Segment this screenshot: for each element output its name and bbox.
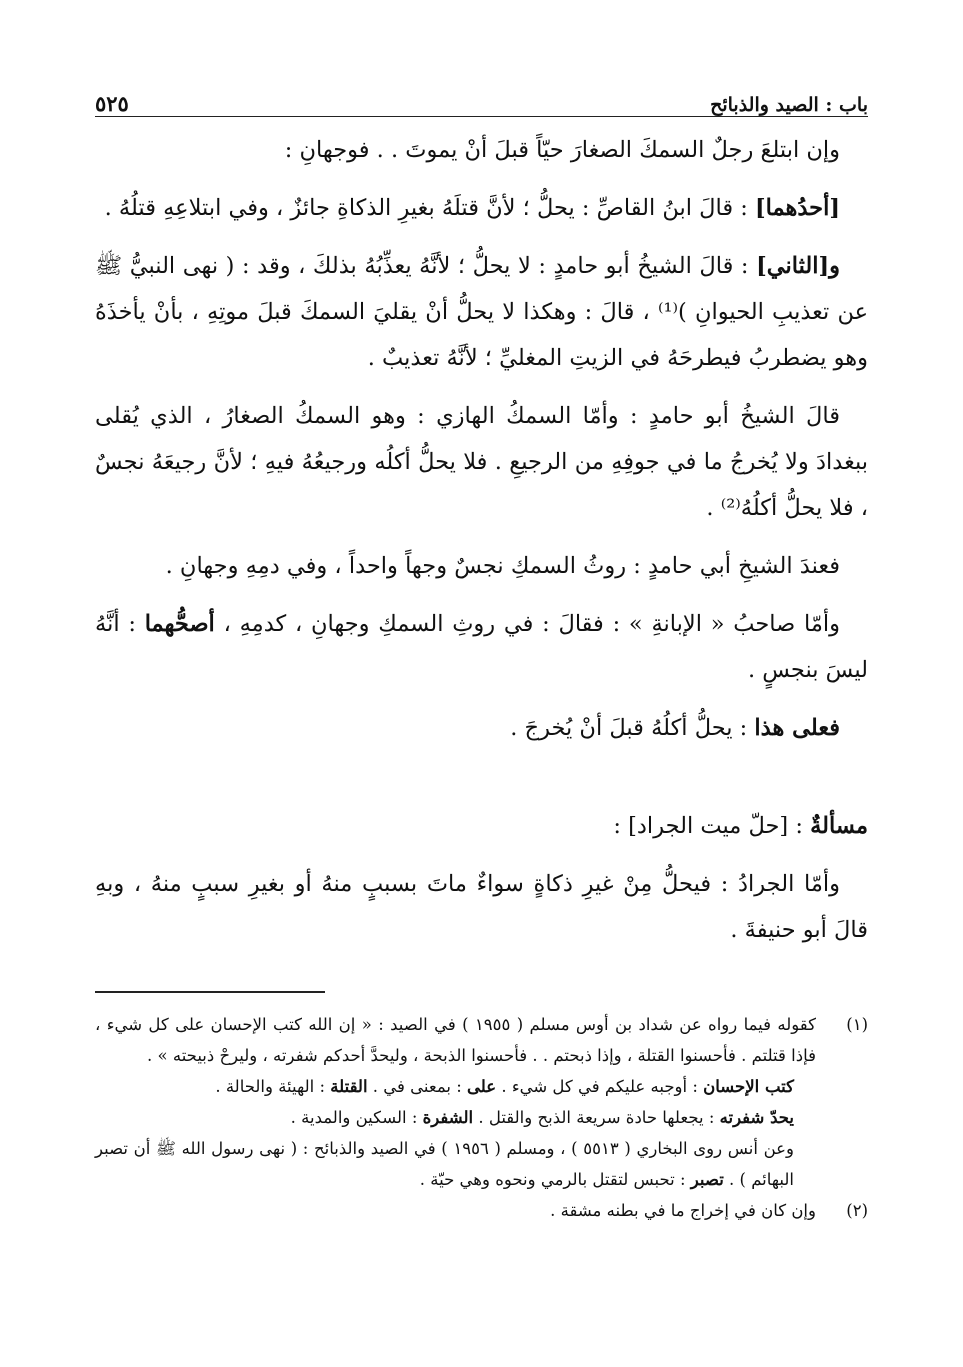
footnote-1-body <box>95 1009 816 1195</box>
paragraph-5: فعندَ الشيخِ أبي حامدٍ : روثُ السمكِ نجسٌ وجهاً واحداً ، وفي دمِهِ وجهانِ . <box>165 553 840 579</box>
second-opinion-label: و[الثاني] <box>756 253 840 279</box>
footnote-separator <box>95 991 325 993</box>
footnote-1-more <box>95 1133 816 1195</box>
gloss-text: : الهيئة والحالة . <box>215 1077 331 1096</box>
gloss-text: : بمعنى في . <box>367 1077 468 1096</box>
paragraph-2 <box>95 185 868 231</box>
footnote-2-number: (٢) <box>846 1201 868 1220</box>
gloss-text: : أوجبه عليكم في كل شيء . <box>496 1077 704 1096</box>
footnote-1-hadith: وعن أنس روى البخاري ( ٥٥١٣ ) ، ومسلم ( ١٩٥٦ ) في الصيد والذبائح : ( نهى رسول الله ﷺ أن تصبر البهائم ) . <box>95 1139 794 1189</box>
paragraph-7-text: : يحلُّ أكلُهُ قبلَ أنْ يُخرجَ . <box>510 715 755 741</box>
footnote-1-gloss-b <box>95 1102 816 1133</box>
paragraph-2-text: : قالَ ابنُ القاصِّ : يحلُّ ؛ لأنَّ قتلَهُ بغيرِ الذكاةِ جائزٌ ، وفي ابتلاعِهِ قتلُهُ . <box>104 195 755 221</box>
running-header <box>95 82 868 117</box>
gloss-term: كتب الإحسان <box>703 1077 794 1096</box>
paragraph-6-text-a: وأمّا صاحبُ « الإبانةِ » : فقالَ : في روثِ السمكِ وجهانِ ، كدمِهِ ، <box>214 611 840 637</box>
paragraph-6 <box>95 601 868 693</box>
gloss-term: القتلة <box>330 1077 368 1096</box>
main-text <box>95 127 868 953</box>
gloss-term: تصبر <box>690 1170 724 1189</box>
gloss-text: : تحبس لتقتل بالرمي ونحوه وهي حيّة . <box>419 1170 691 1189</box>
first-opinion-label: [أحدُهما] <box>755 195 840 221</box>
gloss-text: : السكين والمدية . <box>290 1108 423 1127</box>
footnote-1-number: (١) <box>846 1015 868 1034</box>
footnote-1-gloss-a <box>95 1071 816 1102</box>
accordingly-label: فعلى هذا <box>754 715 840 741</box>
gloss-term: الشفرة <box>422 1108 474 1127</box>
paragraph-3-text: : قالَ الشيخُ أبو حامدٍ : لا يحلُّ ؛ لأنَّهُ يعذِّبُهُ بذلكَ ، وقد : ( نهى النبيُّ ﷺ عن تعذيبِ الحيوانِ )⁽¹⁾ ، قالَ : وهكذا لا يحلُّ أنْ يقليَ السمكَ قبلَ موتِهِ ، بأنْ يأخذَهُ وهو يضطربُ فيطرحَهُ في الزيتِ المغليِّ ؛ لأنَّهُ تعذيبٌ . <box>95 253 869 371</box>
gloss-term: يحدّ شفرته <box>719 1108 794 1127</box>
paragraph-4: قالَ الشيخُ أبو حامدٍ : وأمّا السمكُ الهازي : وهو السمكُ الصغارُ ، الذي يُقلى ببغدادَ ولا يُخرجُ ما في جوفِهِ من الرجيعِ . فلا يحلُّ أكلُه ورجيعُهُ فيهِ ؛ لأنَّ رجيعَهُ نجسٌ ، فلا يحلُّ أكلُهُ⁽²⁾ . <box>95 403 868 521</box>
footnote-1-text: كقوله فيما رواه عن شداد بن أوس مسلم ( ١٩٥٥ ) في الصيد : « إن الله كتب الإحسان على كل شيء ، فإذا قتلتم . فأحسنوا القتلة ، وإذا ذبحتم . . فأحسنوا الذبحة ، وليحدَّ أحدكم شفرته ، وليرحْ ذبيحته » . <box>95 1015 817 1065</box>
paragraph-3 <box>95 243 868 381</box>
footnote-2-text: وإن كان في إخراج ما في بطنه مشقة . <box>550 1201 816 1220</box>
paragraph-1: وإن ابتلعَ رجلٌ السمكَ الصغارَ حيّاً قبلَ أنْ يموتَ . . فوجهانِ : <box>284 137 840 163</box>
section-gap <box>95 763 868 803</box>
chapter-title: باب : الصيد والذبائح <box>710 94 868 116</box>
issue-label: مسألةٌ <box>810 813 868 839</box>
issue-title: : [حلّ ميت الجراد] : <box>613 813 811 839</box>
paragraph-8: وأمّا الجرادُ : فيحلُّ مِنْ غيرِ ذكاةٍ سواءٌ ماتَ بسببٍ منهُ أو بغيرِ سببٍ منهُ ، وبهِ قالَ أبو حنيفةَ . <box>95 871 868 943</box>
most-correct-label: أصحُّهما <box>144 611 215 637</box>
footnotes <box>95 1009 868 1226</box>
gloss-text: : يجعلها حادة سريعة الذبح والقتل . <box>473 1108 720 1127</box>
issue-heading <box>95 803 868 849</box>
footnote-2 <box>95 1195 868 1226</box>
page-number: ٥٢٥ <box>95 91 129 116</box>
gloss-term: على <box>467 1077 497 1096</box>
paragraph-6-text-b: : أنَّهُ ليسَ بنجسٍ . <box>95 611 868 683</box>
paragraph-7 <box>95 705 868 751</box>
footnote-1 <box>95 1009 868 1195</box>
footnote-separator-wrap <box>95 965 868 1009</box>
